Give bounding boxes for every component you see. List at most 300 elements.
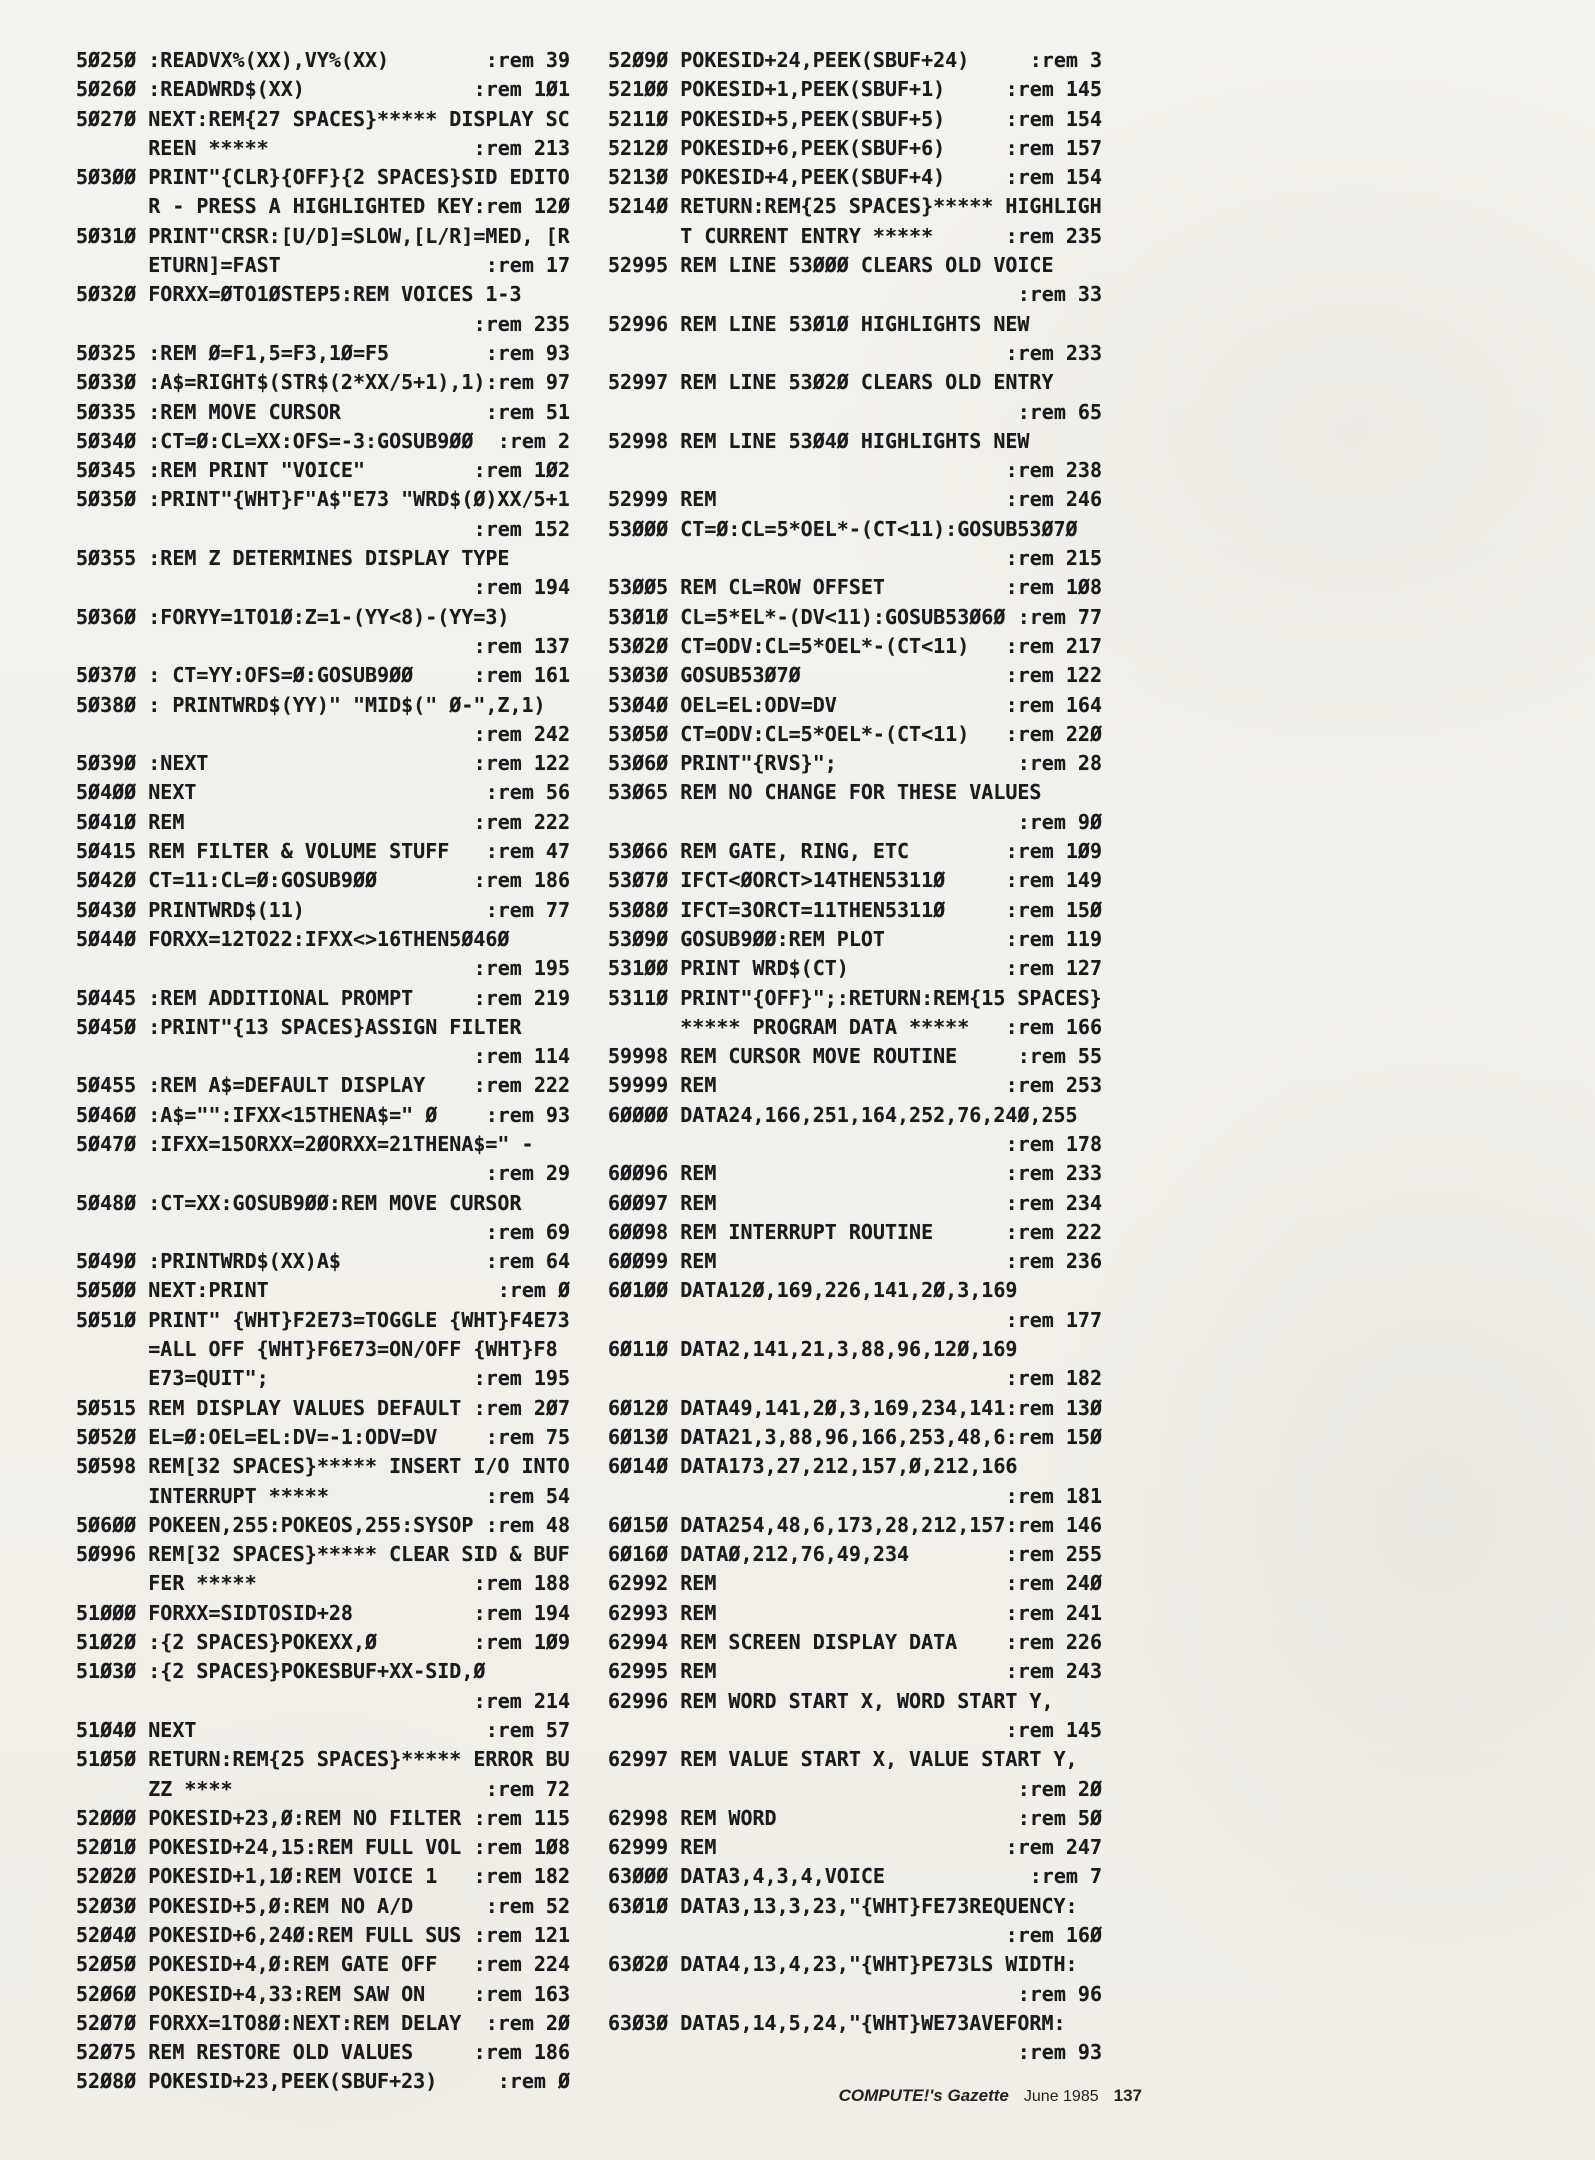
rem-checksum: :rem 2Ø7 (473, 1395, 570, 1420)
rem-checksum: :rem 255 (1005, 1542, 1102, 1567)
rem-checksum: :rem 219 (473, 985, 570, 1010)
code-text: 5Ø335 :REM MOVE CURSOR (76, 399, 341, 424)
rem-checksum: :rem 234 (1005, 1190, 1102, 1215)
code-text: T CURRENT ENTRY ***** (608, 223, 934, 248)
code-text: 6ØØØØ DATA24,166,251,164,252,76,24Ø,255 (608, 1102, 1078, 1127)
code-line (608, 632, 1102, 661)
code-text: 63Ø1Ø DATA3,13,3,23,"{WHT}FE73REQUENCY: (608, 1893, 1078, 1918)
code-text: 53Ø2Ø CT=ODV:CL=5*OEL*-(CT<11) (608, 633, 970, 658)
rem-checksum: :rem 5Ø (1017, 1805, 1102, 1830)
code-text: 52ØØØ POKESID+23,Ø:REM NO FILTER (76, 1805, 462, 1830)
code-text: 5Ø47Ø :IFXX=15ORXX=2ØORXX=21THENA$=" - (76, 1131, 534, 1156)
rem-checksum: :rem Ø (497, 1278, 570, 1303)
code-text: 52Ø9Ø POKESID+24,PEEK(SBUF+24) (608, 48, 970, 72)
code-text: 5Ø3ØØ PRINT"{CLR}{OFF}{2 SPACES}SID EDITO (76, 165, 570, 190)
rem-checksum: :rem 233 (1005, 340, 1102, 365)
code-text: 5Ø32Ø FORXX=ØTO1ØSTEP5:REM VOICES 1-3 (76, 282, 522, 307)
rem-checksum: :rem 177 (1005, 1307, 1102, 1332)
code-line (608, 954, 1102, 983)
code-text: 5Ø44Ø FORXX=12TO22:IFXX<>16THEN5Ø46Ø (76, 926, 510, 951)
rem-checksum: :rem 137 (473, 633, 570, 658)
code-line (76, 427, 570, 456)
rem-checksum: :rem 238 (1005, 458, 1102, 483)
code-text: 5Ø345 :REM PRINT "VOICE" (76, 458, 365, 483)
code-line (76, 368, 570, 397)
code-line (608, 1892, 1102, 1921)
code-line (76, 661, 570, 690)
rem-checksum: :rem 2Ø (485, 2010, 570, 2035)
rem-checksum: :rem 75 (485, 1424, 570, 1449)
code-text: 5Ø325 :REM Ø=F1,5=F3,1Ø=F5 (76, 340, 390, 365)
code-text: 6ØØ98 REM INTERRUPT ROUTINE (608, 1219, 934, 1244)
rem-checksum: :rem 29 (485, 1161, 570, 1186)
code-line (608, 134, 1102, 163)
rem-checksum: :rem 233 (1005, 1161, 1102, 1186)
code-line (76, 105, 570, 134)
code-line (76, 2009, 570, 2038)
rem-checksum: :rem 9Ø (1017, 809, 1102, 834)
rem-checksum: :rem 186 (473, 868, 570, 893)
code-text: 5Ø52Ø EL=Ø:OEL=EL:DV=-1:ODV=DV (76, 1424, 438, 1449)
rem-checksum: :rem 145 (1005, 77, 1102, 102)
rem-checksum: :rem 1Ø9 (1005, 839, 1102, 864)
code-text: 5Ø445 :REM ADDITIONAL PROMPT (76, 985, 414, 1010)
code-line (608, 1599, 1102, 1628)
code-text: 62992 REM (608, 1571, 717, 1596)
code-line (76, 1599, 570, 1628)
code-text: 53Ø1Ø CL=5*EL*-(DV<11):GOSUB53Ø6Ø (608, 604, 1006, 629)
code-text: 62993 REM (608, 1600, 717, 1625)
code-line (608, 1716, 1102, 1745)
code-text: ZZ **** (76, 1776, 233, 1801)
rem-checksum: :rem 194 (473, 575, 570, 600)
code-line (608, 427, 1102, 456)
code-text: 52Ø2Ø POKESID+1,1Ø:REM VOICE 1 (76, 1864, 438, 1889)
rem-checksum: :rem 93 (485, 1102, 570, 1127)
code-line (76, 749, 570, 778)
code-line (608, 1745, 1102, 1774)
code-line (608, 485, 1102, 514)
rem-checksum: :rem 13Ø (1005, 1395, 1102, 1420)
code-line (76, 1687, 570, 1716)
code-line (608, 1657, 1102, 1686)
code-line (76, 1921, 570, 1950)
code-text: 51Ø3Ø :{2 SPACES}POKESBUF+XX-SID,Ø (76, 1659, 486, 1684)
code-line (608, 1921, 1102, 1950)
code-line (608, 603, 1102, 632)
code-text: 63Ø2Ø DATA4,13,4,23,"{WHT}PE73LS WIDTH: (608, 1952, 1078, 1977)
code-text: 62994 REM SCREEN DISPLAY DATA (608, 1630, 958, 1655)
rem-checksum: :rem 154 (1005, 106, 1102, 131)
code-text: 5Ø48Ø :CT=XX:GOSUB9ØØ:REM MOVE CURSOR (76, 1190, 522, 1215)
rem-checksum: :rem 214 (473, 1688, 570, 1713)
code-line (76, 75, 570, 104)
code-text: 5Ø598 REM[32 SPACES}***** INSERT I/O INTO (76, 1454, 570, 1479)
rem-checksum: :rem 217 (1005, 633, 1102, 658)
rem-checksum: :rem 15Ø (1005, 897, 1102, 922)
code-text: 5Ø38Ø : PRINTWRD$(YY)" "MID$(" Ø-",Z,1) (76, 692, 546, 717)
rem-checksum: :rem 161 (473, 663, 570, 688)
rem-checksum: :rem 182 (1005, 1366, 1102, 1391)
code-line (76, 1276, 570, 1305)
rem-checksum: :rem 17 (485, 253, 570, 278)
rem-checksum: :rem 33 (1017, 282, 1102, 307)
code-text: 53Ø65 REM NO CHANGE FOR THESE VALUES (608, 780, 1042, 805)
code-text: 53ØØ5 REM CL=ROW OFFSET (608, 575, 885, 600)
code-line (76, 1218, 570, 1247)
code-text: 5Ø49Ø :PRINTWRD$(XX)A$ (76, 1249, 341, 1274)
code-line (608, 1862, 1102, 1891)
code-line (76, 192, 570, 221)
rem-checksum: :rem 215 (1005, 546, 1102, 571)
code-text: FER ***** (76, 1571, 257, 1596)
rem-checksum: :rem 77 (485, 897, 570, 922)
code-line (76, 808, 570, 837)
code-line (608, 984, 1102, 1013)
rem-checksum: :rem 127 (1005, 956, 1102, 981)
rem-checksum: :rem 56 (485, 780, 570, 805)
code-text: REEN ***** (76, 135, 269, 160)
rem-checksum: :rem 236 (1005, 1249, 1102, 1274)
rem-checksum: :rem 1Ø8 (473, 1835, 570, 1860)
code-line (608, 1364, 1102, 1393)
code-line (76, 251, 570, 280)
code-line (608, 1394, 1102, 1423)
code-line (608, 1628, 1102, 1657)
code-line (608, 368, 1102, 397)
rem-checksum: :rem 52 (485, 1893, 570, 1918)
code-text: 521ØØ POKESID+1,PEEK(SBUF+1) (608, 77, 946, 102)
code-line (76, 984, 570, 1013)
code-text: 5Ø34Ø :CT=Ø:CL=XX:OFS=-3:GOSUB9ØØ (76, 428, 474, 453)
rem-checksum: :rem 97 (485, 370, 570, 395)
code-text: 6Ø11Ø DATA2,141,21,3,88,96,12Ø,169 (608, 1337, 1018, 1362)
code-text: 6Ø1ØØ DATA12Ø,169,226,141,2Ø,3,169 (608, 1278, 1018, 1303)
rem-checksum: :rem 47 (485, 839, 570, 864)
code-text: 5Ø6ØØ POKEEN,255:POKEOS,255:SYSOP (76, 1512, 474, 1537)
code-text: ***** PROGRAM DATA ***** (608, 1014, 970, 1039)
rem-checksum: :rem 64 (485, 1249, 570, 1274)
code-line (76, 1042, 570, 1071)
code-text: 52Ø7Ø FORXX=1TO8Ø:NEXT:REM DELAY (76, 2010, 462, 2035)
code-text: ETURN]=FAST (76, 253, 281, 278)
rem-checksum: :rem 51 (485, 399, 570, 424)
rem-checksum: :rem 195 (473, 956, 570, 981)
code-line (608, 896, 1102, 925)
code-line (76, 573, 570, 602)
rem-checksum: :rem 57 (485, 1717, 570, 1742)
code-line (608, 251, 1102, 280)
code-text: 5Ø25Ø :READVX%(XX),VY%(XX) (76, 48, 390, 72)
rem-checksum: :rem 72 (485, 1776, 570, 1801)
code-line (608, 1423, 1102, 1452)
code-text: 5Ø33Ø :A$=RIGHT$(STR$(2*XX/5+1),1) (76, 370, 486, 395)
rem-checksum: :rem 163 (473, 1981, 570, 2006)
code-line (608, 837, 1102, 866)
code-line (608, 1042, 1102, 1071)
code-text: 5Ø31Ø PRINT"CRSR:[U/D]=SLOW,[L/R]=MED, [R (76, 223, 570, 248)
code-text: 53Ø7Ø IFCT<ØORCT>14THEN5311Ø (608, 868, 946, 893)
code-line (608, 398, 1102, 427)
code-text: 6ØØ97 REM (608, 1190, 717, 1215)
rem-checksum: :rem 15Ø (1005, 1424, 1102, 1449)
code-text: 5Ø455 :REM A$=DEFAULT DISPLAY (76, 1073, 426, 1098)
code-text: 5213Ø POKESID+4,PEEK(SBUF+4) (608, 165, 946, 190)
code-line (76, 163, 570, 192)
rem-checksum: :rem Ø (497, 2069, 570, 2094)
code-line (608, 1540, 1102, 1569)
code-line (76, 1101, 570, 1130)
code-line (76, 1189, 570, 1218)
code-text: 5Ø515 REM DISPLAY VALUES DEFAULT (76, 1395, 462, 1420)
rem-checksum: :rem 16Ø (1005, 1923, 1102, 1947)
code-text: 52Ø75 REM RESTORE OLD VALUES (76, 2040, 414, 2065)
issue-date: June 1985 (1023, 2088, 1099, 2105)
rem-checksum: :rem 65 (1017, 399, 1102, 424)
code-text: 53Ø9Ø GOSUB9ØØ:REM PLOT (608, 926, 885, 951)
code-text: 5Ø37Ø : CT=YY:OFS=Ø:GOSUB9ØØ (76, 663, 414, 688)
code-line (76, 310, 570, 339)
code-text: 52Ø5Ø POKESID+4,Ø:REM GATE OFF (76, 1952, 438, 1977)
code-line (76, 134, 570, 163)
code-text: =ALL OFF {WHT}F6E73=ON/OFF {WHT}F8 (76, 1337, 558, 1362)
code-text: 62998 REM WORD (608, 1805, 777, 1830)
code-line (76, 691, 570, 720)
rem-checksum: :rem 164 (1005, 692, 1102, 717)
code-line (76, 46, 570, 75)
code-line (608, 46, 1102, 75)
rem-checksum: :rem 178 (1005, 1131, 1102, 1156)
rem-checksum: :rem 115 (473, 1805, 570, 1830)
rem-checksum: :rem 194 (473, 1600, 570, 1625)
code-text: 51Ø4Ø NEXT (76, 1717, 197, 1742)
code-text: 51Ø5Ø RETURN:REM{25 SPACES}***** ERROR BU (76, 1747, 570, 1772)
code-text: 59999 REM (608, 1073, 717, 1098)
rem-checksum: :rem 166 (1005, 1014, 1102, 1039)
rem-checksum: :rem 22Ø (1005, 721, 1102, 746)
code-text: 5Ø4ØØ NEXT (76, 780, 197, 805)
code-text: 63Ø3Ø DATA5,14,5,24,"{WHT}WE73AVEFORM: (608, 2010, 1066, 2035)
code-line (76, 1540, 570, 1569)
code-text: 5Ø39Ø :NEXT (76, 751, 209, 776)
code-line (608, 1775, 1102, 1804)
rem-checksum: :rem 1Ø1 (473, 77, 570, 102)
code-line (608, 105, 1102, 134)
code-line (76, 1130, 570, 1159)
rem-checksum: :rem 246 (1005, 487, 1102, 512)
rem-checksum: :rem 242 (473, 721, 570, 746)
code-text: 5Ø41Ø REM (76, 809, 185, 834)
code-line (608, 1482, 1102, 1511)
code-text: 52Ø6Ø POKESID+4,33:REM SAW ON (76, 1981, 426, 2006)
code-text: 5Ø996 REM[32 SPACES}***** CLEAR SID & BUF (76, 1542, 570, 1567)
code-text: 6ØØ96 REM (608, 1161, 717, 1186)
rem-checksum: :rem 96 (1017, 1981, 1102, 2006)
code-text: 5Ø42Ø CT=11:CL=Ø:GOSUB9ØØ (76, 868, 378, 893)
code-line (608, 280, 1102, 309)
code-line (608, 1511, 1102, 1540)
code-line (76, 1071, 570, 1100)
rem-checksum: :rem 3 (1029, 48, 1102, 72)
rem-checksum: :rem 182 (473, 1864, 570, 1889)
code-line (76, 837, 570, 866)
rem-checksum: :rem 235 (1005, 223, 1102, 248)
code-line (608, 456, 1102, 485)
code-text: 53Ø4Ø OEL=EL:ODV=DV (608, 692, 837, 717)
rem-checksum: :rem 241 (1005, 1600, 1102, 1625)
code-line (608, 1335, 1102, 1364)
rem-checksum: :rem 24Ø (1005, 1571, 1102, 1596)
rem-checksum: :rem 222 (473, 1073, 570, 1098)
code-text: 5Ø43Ø PRINTWRD$(11) (76, 897, 305, 922)
code-line (608, 1013, 1102, 1042)
code-text: 5Ø27Ø NEXT:REM{27 SPACES}***** DISPLAY SC (76, 106, 570, 131)
code-text: 53Ø8Ø IFCT=3ORCT=11THEN5311Ø (608, 897, 946, 922)
rem-checksum: :rem 222 (1005, 1219, 1102, 1244)
code-line (76, 1511, 570, 1540)
code-line (608, 2009, 1102, 2038)
code-text: 52997 REM LINE 53Ø2Ø CLEARS OLD ENTRY (608, 370, 1054, 395)
rem-checksum: :rem 93 (1017, 2040, 1102, 2065)
code-text: 6Ø14Ø DATA173,27,212,157,Ø,212,166 (608, 1454, 1018, 1479)
code-line (76, 896, 570, 925)
code-line (608, 749, 1102, 778)
code-line (76, 1862, 570, 1891)
code-line (76, 398, 570, 427)
code-text: 52Ø1Ø POKESID+24,15:REM FULL VOL (76, 1835, 462, 1860)
code-line (76, 2038, 570, 2067)
rem-checksum: :rem 114 (473, 1044, 570, 1069)
code-line (76, 1892, 570, 1921)
code-text: 5Ø35Ø :PRINT"{WHT}F"A$"E73 "WRD$(Ø)XX/5+1 (76, 487, 570, 512)
code-text: 5214Ø RETURN:REM{25 SPACES}***** HIGHLIGH (608, 194, 1102, 219)
rem-checksum: :rem 154 (1005, 165, 1102, 190)
code-line (76, 1423, 570, 1452)
code-line (608, 1452, 1102, 1481)
page-footer (826, 2086, 1142, 2106)
code-text: 62997 REM VALUE START X, VALUE START Y, (608, 1747, 1078, 1772)
rem-checksum: :rem 1Ø8 (1005, 575, 1102, 600)
listing-column-left (76, 46, 570, 2097)
page-number: 137 (1113, 2086, 1142, 2105)
code-line (608, 1071, 1102, 1100)
rem-checksum: :rem 7 (1029, 1864, 1102, 1889)
code-line (608, 661, 1102, 690)
code-line (76, 544, 570, 573)
code-text: 63ØØØ DATA3,4,3,4,VOICE (608, 1864, 885, 1889)
code-line (608, 1569, 1102, 1598)
rem-checksum: :rem 77 (1017, 604, 1102, 629)
code-line (608, 573, 1102, 602)
code-text: 62996 REM WORD START X, WORD START Y, (608, 1688, 1054, 1713)
code-line (76, 339, 570, 368)
code-line (608, 2038, 1102, 2067)
rem-checksum: :rem 181 (1005, 1483, 1102, 1508)
code-line (608, 75, 1102, 104)
rem-checksum: :rem 93 (485, 340, 570, 365)
code-line (76, 2067, 570, 2096)
code-text: 5311Ø PRINT"{OFF}";:RETURN:REM{15 SPACES} (608, 985, 1102, 1010)
code-line (76, 720, 570, 749)
rem-checksum: :rem 157 (1005, 135, 1102, 160)
code-text: 53ØØØ CT=Ø:CL=5*OEL*-(CT<11):GOSUB53Ø7Ø (608, 516, 1078, 541)
code-line (76, 1482, 570, 1511)
code-line (76, 280, 570, 309)
code-text: 5Ø46Ø :A$="":IFXX<15THENA$=" Ø (76, 1102, 438, 1127)
code-text: 51Ø2Ø :{2 SPACES}POKEXX,Ø (76, 1630, 378, 1655)
code-text: 52995 REM LINE 53ØØØ CLEARS OLD VOICE (608, 253, 1054, 278)
code-line (76, 954, 570, 983)
code-text: 52Ø8Ø POKESID+23,PEEK(SBUF+23) (76, 2069, 438, 2094)
code-text: 5Ø5ØØ NEXT:PRINT (76, 1278, 269, 1303)
code-text: 52Ø3Ø POKESID+5,Ø:REM NO A/D (76, 1893, 414, 1918)
code-line (608, 544, 1102, 573)
code-line (76, 603, 570, 632)
code-line (76, 925, 570, 954)
code-line (608, 1218, 1102, 1247)
code-line (608, 1833, 1102, 1862)
code-line (608, 1687, 1102, 1716)
code-text: 52996 REM LINE 53Ø1Ø HIGHLIGHTS NEW (608, 311, 1030, 336)
code-line (608, 866, 1102, 895)
rem-checksum: :rem 253 (1005, 1073, 1102, 1098)
code-text: 53Ø66 REM GATE, RING, ETC (608, 839, 910, 864)
rem-checksum: :rem 12Ø (473, 194, 570, 219)
code-line (76, 1569, 570, 1598)
code-line (608, 691, 1102, 720)
code-line (76, 1980, 570, 2009)
code-text: E73=QUIT"; (76, 1366, 269, 1391)
code-line (76, 1364, 570, 1393)
code-line (608, 1130, 1102, 1159)
code-text: 52998 REM LINE 53Ø4Ø HIGHLIGHTS NEW (608, 428, 1030, 453)
rem-checksum: :rem 69 (485, 1219, 570, 1244)
code-line (608, 339, 1102, 368)
code-text: 53Ø6Ø PRINT"{RVS}"; (608, 751, 837, 776)
code-line (76, 1745, 570, 1774)
code-line (608, 1101, 1102, 1130)
rem-checksum: :rem 145 (1005, 1717, 1102, 1742)
code-text: 53Ø5Ø CT=ODV:CL=5*OEL*-(CT<11) (608, 721, 970, 746)
magazine-name: COMPUTE!'s Gazette (838, 2086, 1009, 2105)
code-text: 5Ø415 REM FILTER & VOLUME STUFF (76, 839, 450, 864)
rem-checksum: :rem 235 (473, 311, 570, 336)
rem-checksum: :rem 213 (473, 135, 570, 160)
code-line (608, 515, 1102, 544)
listing-column-right (608, 46, 1102, 2097)
code-line (76, 1306, 570, 1335)
code-line (608, 1189, 1102, 1218)
code-text: 6Ø15Ø DATA254,48,6,173,28,212,157 (608, 1512, 1006, 1537)
rem-checksum: :rem 2 (497, 428, 570, 453)
code-line (76, 485, 570, 514)
code-text: 59998 REM CURSOR MOVE ROUTINE (608, 1044, 958, 1069)
rem-checksum: :rem 1Ø9 (473, 1630, 570, 1655)
code-line (76, 632, 570, 661)
code-line (608, 1276, 1102, 1305)
code-text: 52Ø4Ø POKESID+6,24Ø:REM FULL SUS (76, 1923, 462, 1947)
code-text: 5212Ø POKESID+6,PEEK(SBUF+6) (608, 135, 946, 160)
code-line (76, 778, 570, 807)
rem-checksum: :rem 247 (1005, 1835, 1102, 1860)
code-line (76, 1628, 570, 1657)
rem-checksum: :rem 195 (473, 1366, 570, 1391)
code-text: 6ØØ99 REM (608, 1249, 717, 1274)
code-line (608, 222, 1102, 251)
code-text: 62995 REM (608, 1659, 717, 1684)
rem-checksum: :rem 243 (1005, 1659, 1102, 1684)
code-text: 6Ø12Ø DATA49,141,2Ø,3,169,234,141 (608, 1395, 1006, 1420)
